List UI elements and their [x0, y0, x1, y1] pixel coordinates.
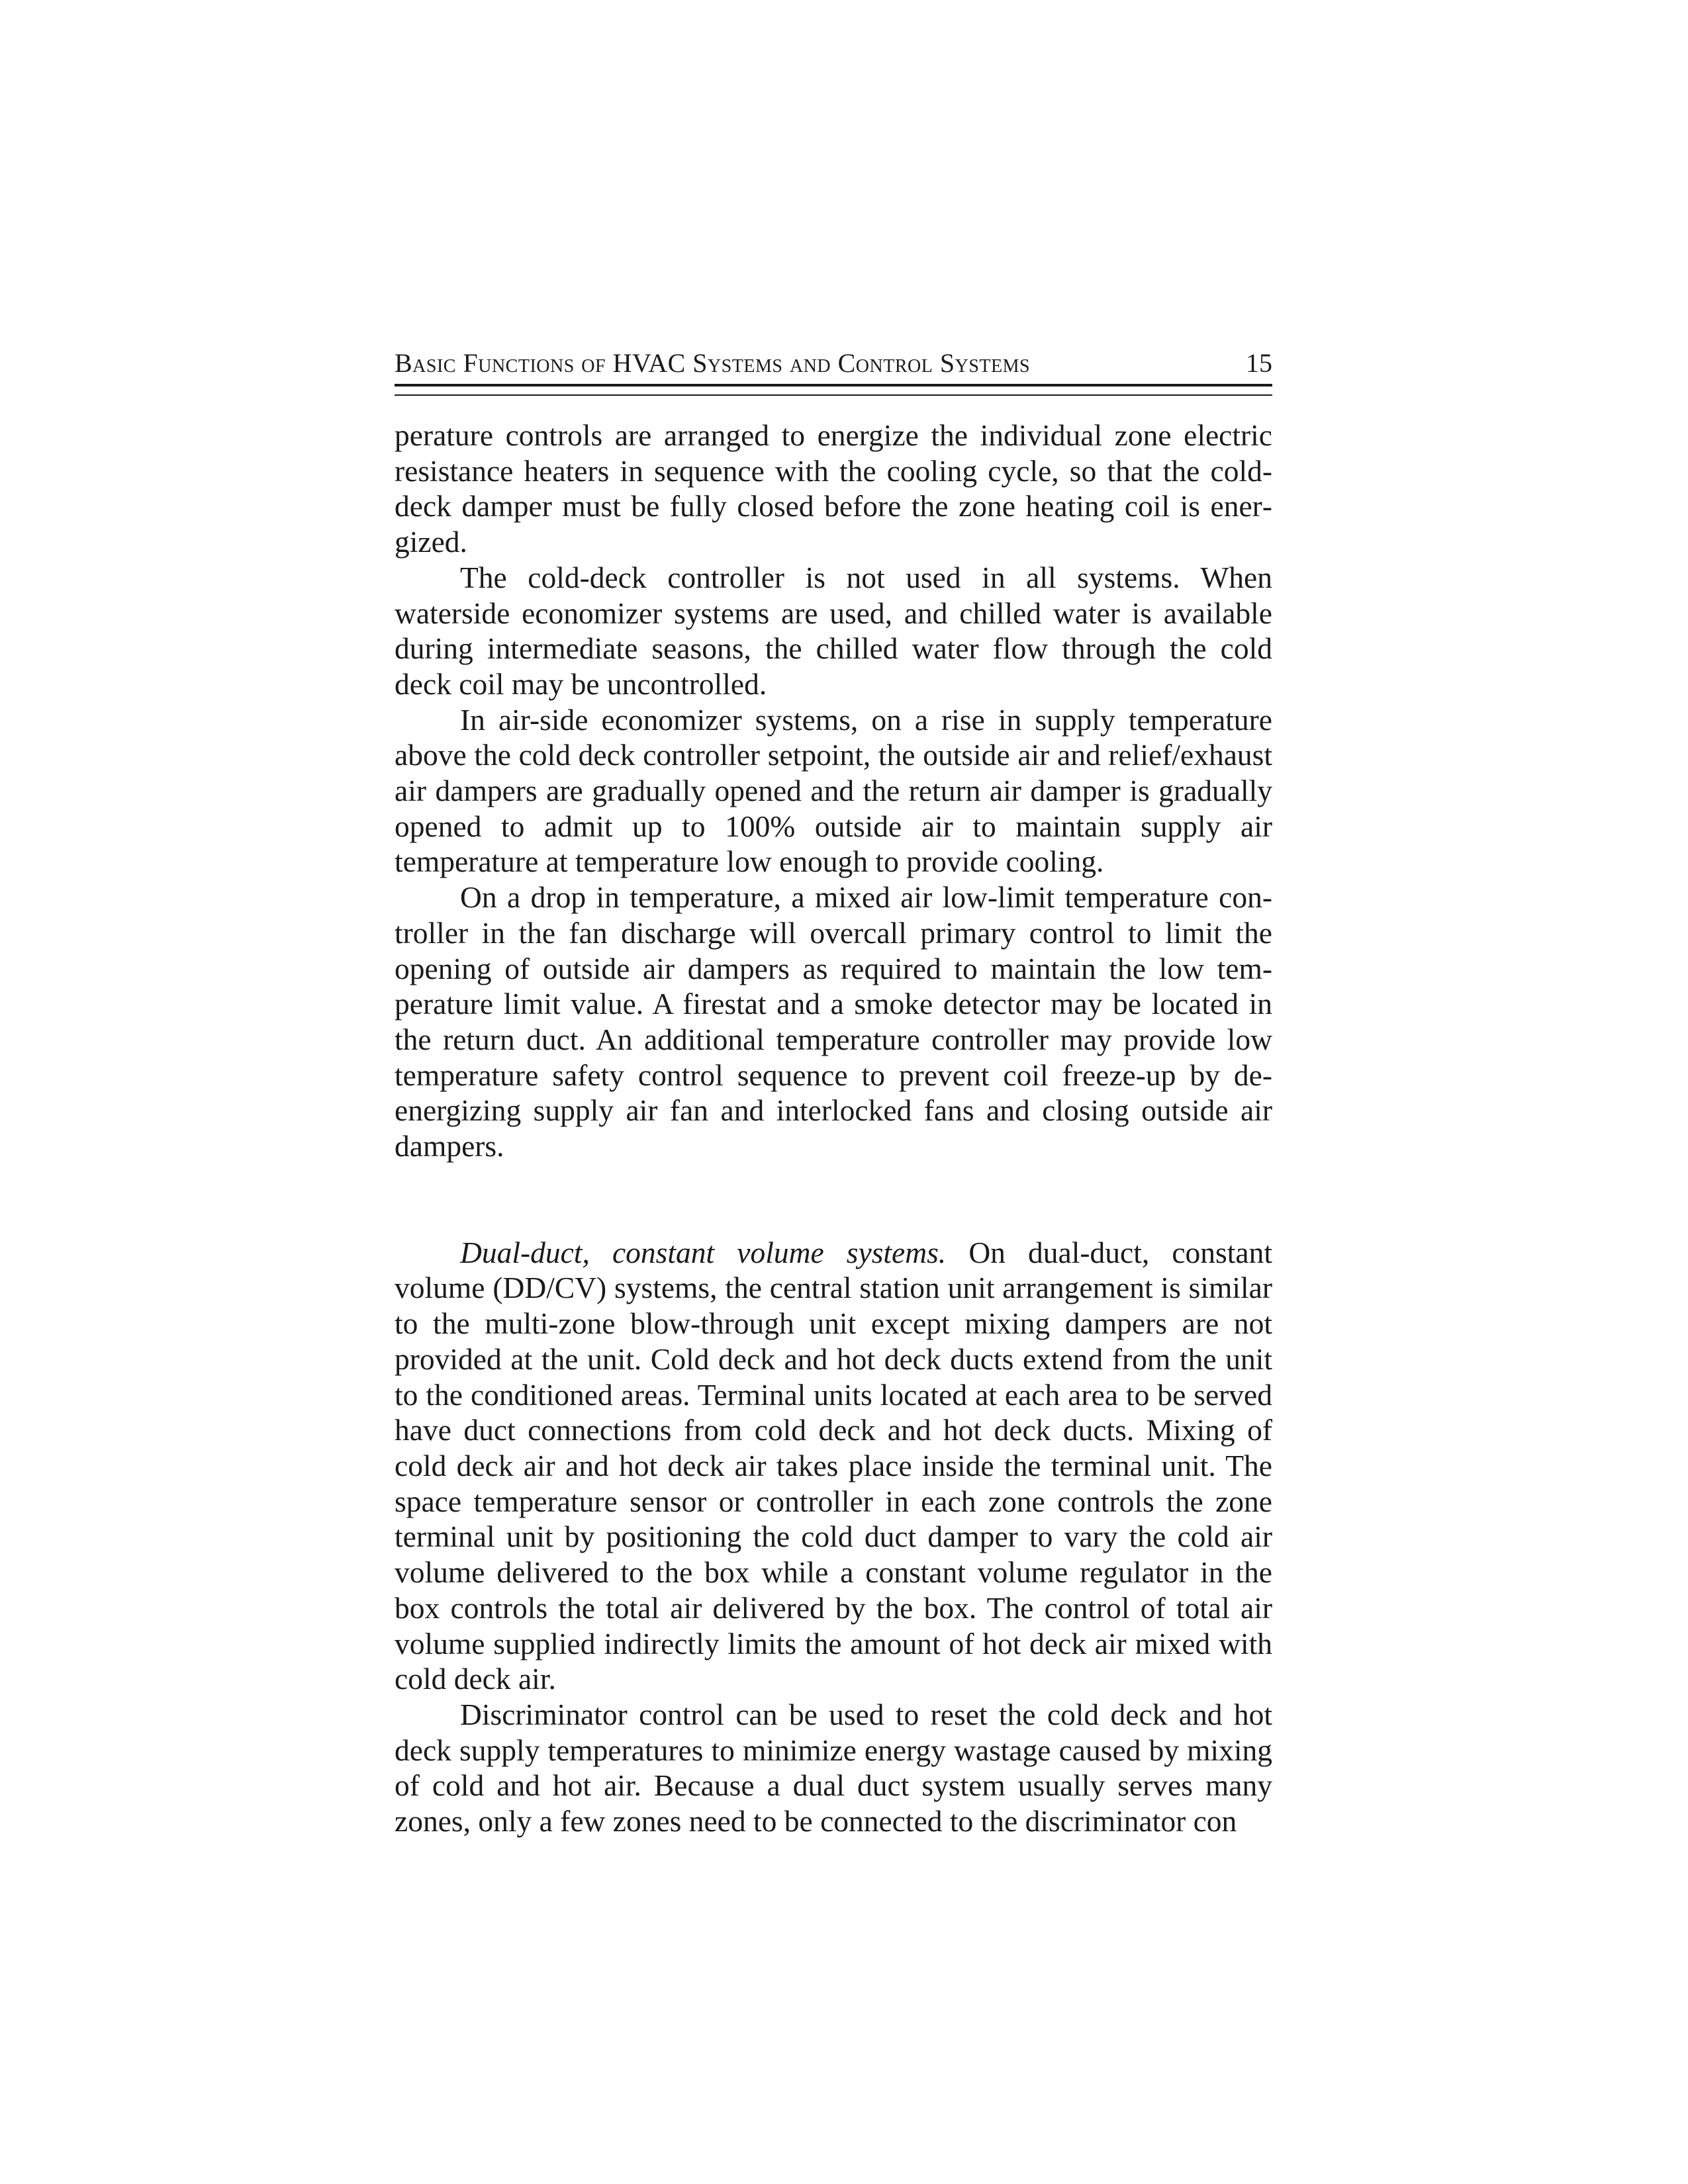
paragraph-dual-duct-text: On dual-duct, constant volume (DD/CV) systems, the central station unit arrangement is similar to the multi-zone blow-through unit except mixing dampers are not provided at the unit. Cold deck and hot deck ducts extend from the unit to the conditioned areas. Terminal units located at each area to be served have duct connections from cold deck and hot deck ducts. Mixing of cold deck air and hot deck air takes place inside the terminal unit. The space temperature sensor or controller in each zone controls the zone terminal unit by positioning the cold duct damper to vary the cold air volume delivered to the box while a constant volume regulator in the box controls the total air delivered by the box. The control of total air volume supplied indirectly limits the amount of hot deck air mixed with cold deck air. [395, 1235, 1272, 1696]
header-rule-thick [395, 384, 1272, 387]
run-in-heading: Dual-duct, constant volume systems. [460, 1235, 947, 1269]
paragraph-continued: perature controls are arranged to energize the individual zone electric resistance heaters in sequence with the cooling cycle, so that the cold-deck damper must be fully closed before the zone heating coil is energized. [395, 418, 1272, 559]
header-rule-thin [395, 394, 1272, 396]
body-text [395, 418, 1272, 1839]
running-header [395, 345, 1272, 385]
paragraph-discriminator-control: Discriminator control can be used to reset the cold deck and hot deck supply temperatures to minimize energy wastage caused by mixing of cold and hot air. Because a dual duct system usually serves many zones, only a few zones need to be connected to the discriminator con [395, 1697, 1272, 1839]
paragraph-low-limit-control: On a drop in temperature, a mixed air low-limit temperature controller in the fan discharge will overcall primary control to limit the opening of outside air dampers as required to maintain the low temperature limit value. A firestat and a smoke detector may be located in the return duct. An additional temperature controller may provide low temperature safety control sequence to prevent coil freeze-up by deenergizing supply air fan and interlocked fans and closing outside air dampers. [395, 880, 1272, 1163]
paragraph-air-side-economizer: In air-side economizer systems, on a rise in supply temperature above the cold deck controller setpoint, the outside air and relief/exhaust air dampers are gradually opened and the return air damper is gradually opened to admit up to 100% outside air to maintain supply air temperature at temperature low enough to provide cooling. [395, 702, 1272, 879]
page-number: 15 [1246, 348, 1272, 378]
paragraph-dual-duct [395, 1235, 1272, 1697]
running-title: Basic Functions of HVAC Systems and Control Systems [395, 348, 1031, 378]
paragraph-cold-deck-controller: The cold-deck controller is not used in all systems. When waterside economizer systems are used, and chilled water is available during intermediate seasons, the chilled water flow through the cold deck coil may be uncontrolled. [395, 560, 1272, 701]
